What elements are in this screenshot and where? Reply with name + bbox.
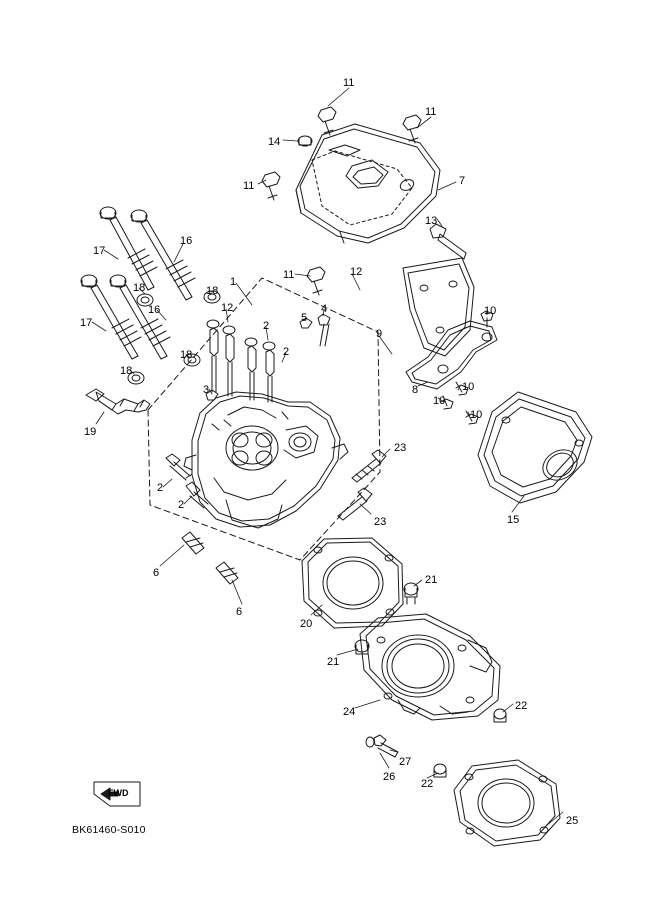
callout-number: 19 <box>84 426 97 438</box>
callout-number: 11 <box>425 106 437 118</box>
callout-number: 10 <box>462 381 475 393</box>
callout-number: 9 <box>376 328 383 340</box>
callout-number: 21 <box>425 574 438 586</box>
cover-bolts <box>262 107 421 295</box>
callout-number: 15 <box>507 514 520 526</box>
dowels-21 <box>355 583 418 654</box>
callout-number: 27 <box>399 756 412 768</box>
callout-number: 2 <box>283 346 290 358</box>
callout-number: 12 <box>221 302 234 314</box>
long-bolts-16-17 <box>81 207 220 384</box>
callout-number: 12 <box>350 266 363 278</box>
callout-number: 4 <box>321 303 328 315</box>
callout-number: 25 <box>566 815 579 827</box>
fwd-label: FWD <box>108 788 129 798</box>
bolt-27 <box>366 735 398 757</box>
callout-number: 13 <box>425 215 438 227</box>
callout-number: 2 <box>178 499 185 511</box>
callout-number: 18 <box>180 349 193 361</box>
bolts-10 <box>441 311 493 424</box>
callout-number: 26 <box>383 771 396 783</box>
callout-number: 22 <box>515 700 528 712</box>
callout-number: 7 <box>459 175 466 187</box>
callout-number: 17 <box>93 245 106 257</box>
callout-number: 21 <box>327 656 340 668</box>
bolts-23 <box>338 450 386 520</box>
callout-number: 20 <box>300 618 313 630</box>
callout-number: 6 <box>153 567 160 579</box>
bracket-8 <box>406 321 497 389</box>
callout-number: 22 <box>421 778 434 790</box>
callout-number: 18 <box>133 282 146 294</box>
part-code-label: BK61460-S010 <box>72 824 146 836</box>
gasket-15 <box>478 392 592 503</box>
callout-number: 23 <box>374 516 387 528</box>
callout-number: 2 <box>263 320 270 332</box>
cylinder-head <box>184 392 348 528</box>
dowel-pins-6 <box>182 532 238 584</box>
callout-number: 11 <box>243 180 255 192</box>
callout-number: 2 <box>157 482 164 494</box>
callout-number: 10 <box>433 395 446 407</box>
leader-lines <box>92 88 563 826</box>
callout-number: 1 <box>230 276 237 288</box>
base-gasket-25 <box>454 760 560 846</box>
callout-number: 24 <box>343 706 356 718</box>
callout-number: 14 <box>268 136 281 148</box>
callout-number: 11 <box>343 77 355 89</box>
callout-number: 3 <box>203 384 210 396</box>
studs-2 <box>166 454 208 508</box>
callout-number: 16 <box>148 304 161 316</box>
bracket-plate-9 <box>403 258 474 356</box>
callout-number: 17 <box>80 317 93 329</box>
callout-number: 5 <box>301 312 308 324</box>
callout-number: 8 <box>412 384 419 396</box>
callout-number: 6 <box>236 606 243 618</box>
callout-number: 18 <box>120 365 133 377</box>
cylinder-head-cover <box>296 124 440 243</box>
callout-number: 10 <box>470 409 483 421</box>
callout-number: 23 <box>394 442 407 454</box>
head-gasket-20 <box>302 538 403 628</box>
callout-number: 16 <box>180 235 193 247</box>
plug-14 <box>298 136 312 146</box>
callout-number: 18 <box>206 285 219 297</box>
spark-plug-19 <box>86 389 150 414</box>
cylinder-body <box>360 614 500 720</box>
callout-number: 11 <box>283 269 295 281</box>
bolt-13 <box>430 224 466 259</box>
callout-number: 10 <box>484 305 497 317</box>
